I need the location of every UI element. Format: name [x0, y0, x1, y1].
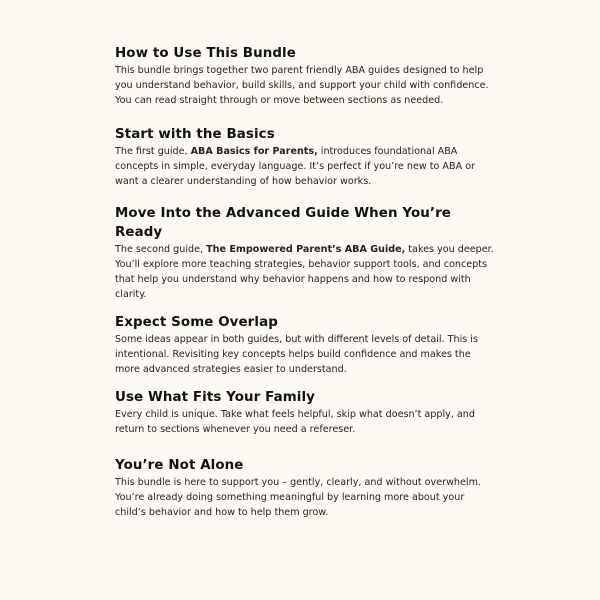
body-text: The second guide,: [115, 244, 207, 255]
section-heading: Expect Some Overlap: [115, 315, 278, 330]
section-heading: Move Into the Advanced Guide When You’re Ready: [115, 206, 451, 240]
body-text: takes you deeper. You’ll explore more teaching strategies, behavior support tools, and concepts that help you understand why behavior happens and how to respond with clarity.: [115, 244, 494, 300]
section-heading: Start with the Basics: [115, 127, 275, 142]
section-body: [115, 144, 495, 189]
section-body: [115, 242, 495, 302]
body-text: introduces foundational ABA concepts in simple, everyday language. It’s perfect if you’re new to ABA or want a clearer understanding of how behavior works.: [115, 146, 476, 187]
section-fits-family: [115, 388, 495, 437]
section-body: This bundle is here to support you – gently, clearly, and without overwhelm. You’re already doing something meaningful by learning more about your child’s behavior and how to help them grow.: [115, 477, 481, 518]
section-overlap: [115, 313, 495, 377]
section-heading: Use What Fits Your Family: [115, 390, 315, 405]
section-body: This bundle brings together two parent friendly ABA guides designed to help you understand behavior, build skills, and support your child with confidence. You can read straight through or move between sections as needed.: [115, 65, 489, 106]
section-advanced-guide: [115, 204, 495, 302]
section-start-basics: [115, 125, 495, 189]
section-not-alone: [115, 456, 495, 520]
section-how-to-use: [115, 44, 495, 108]
section-body: Some ideas appear in both guides, but with different levels of detail. This is intentional. Revisiting key concepts helps build confidence and makes the more advanced strategies easier to understand.: [115, 334, 478, 375]
section-body: Every child is unique. Take what feels helpful, skip what doesn’t apply, and return to sections whenever you need a refereser.: [115, 409, 475, 435]
guide-title: The Empowered Parent’s ABA Guide,: [206, 244, 406, 255]
body-text: The first guide,: [115, 146, 191, 157]
section-heading: How to Use This Bundle: [115, 46, 296, 61]
section-heading: You’re Not Alone: [115, 458, 244, 473]
document-content: [115, 44, 495, 520]
guide-title: ABA Basics for Parents,: [190, 146, 318, 157]
